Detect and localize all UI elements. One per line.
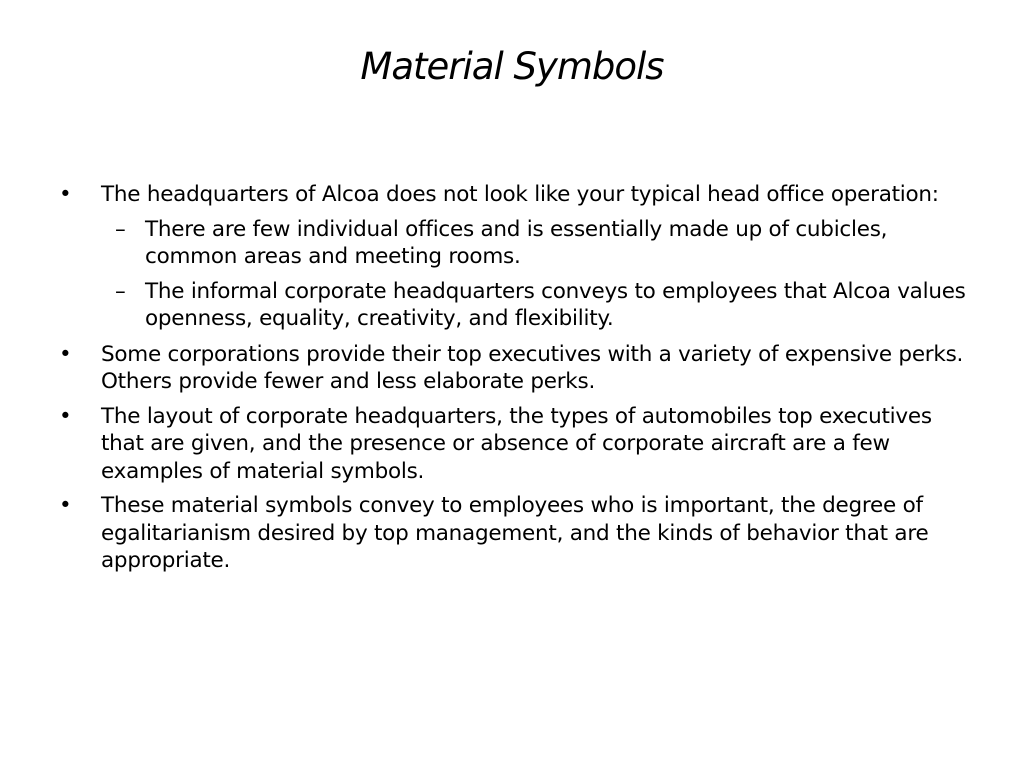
bullet-item xyxy=(56,492,976,575)
bullet-marker: • xyxy=(59,341,72,367)
sub-bullet-item xyxy=(56,278,976,333)
slide-body xyxy=(56,181,976,582)
bullet-item xyxy=(56,341,976,396)
bullet-text: The headquarters of Alcoa does not look like your typical head office operation: xyxy=(101,182,939,207)
sub-bullet-item xyxy=(56,216,976,271)
bullet-text: The layout of corporate headquarters, the types of automobiles top executives that are given, and the presence or absence of corporate aircraft are a few examples of material symbols. xyxy=(101,403,932,484)
bullet-text: Some corporations provide their top executives with a variety of expensive perks. Others provide fewer and less elaborate perks. xyxy=(101,341,964,394)
bullet-marker: • xyxy=(59,403,72,429)
slide-title: Material Symbols xyxy=(360,45,664,88)
bullet-item xyxy=(56,181,976,209)
sub-bullet-text: There are few individual offices and is essentially made up of cubicles, common areas and meeting rooms. xyxy=(145,216,888,269)
sub-bullet-marker: – xyxy=(115,216,126,242)
bullet-marker: • xyxy=(59,493,72,518)
bullet-text: These material symbols convey to employees who is important, the degree of egalitarianism desired by top management, and the kinds of behavior that are appropriate. xyxy=(101,493,929,573)
sub-bullet-text: The informal corporate headquarters conveys to employees that Alcoa values openness, equality, creativity, and flexibility. xyxy=(145,278,966,331)
sub-bullet-marker: – xyxy=(115,278,126,304)
bullet-item xyxy=(56,403,976,486)
bullet-marker: • xyxy=(59,182,72,207)
